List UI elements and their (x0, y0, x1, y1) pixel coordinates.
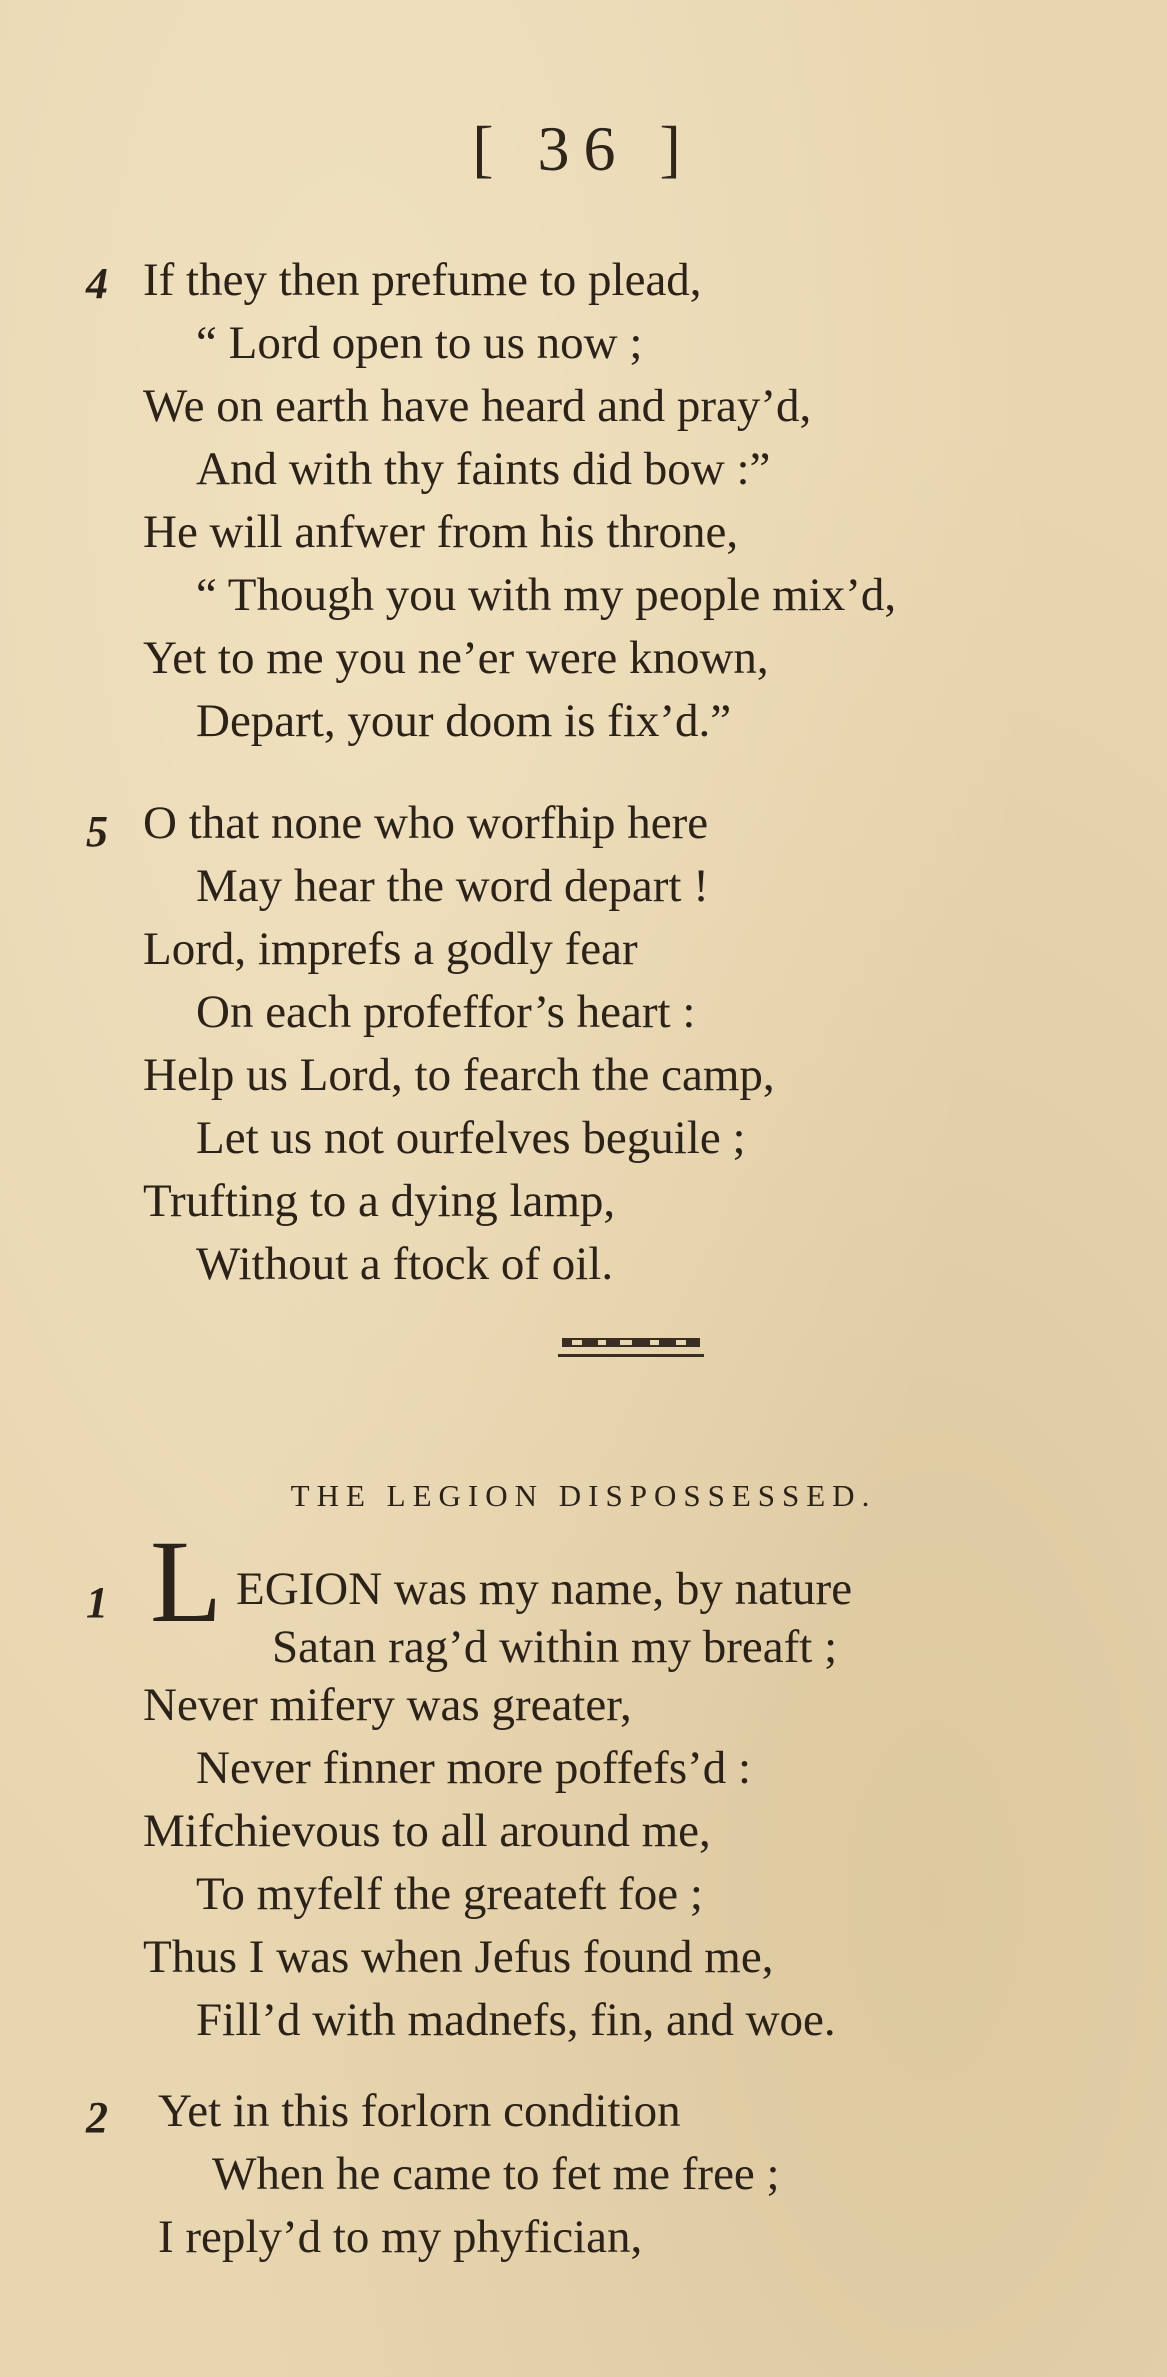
verse-line: I reply’d to my phyfician, (158, 2211, 643, 2263)
verse-line: And with thy faints did bow :” (196, 443, 771, 495)
verse-line: Trufting to a dying lamp, (143, 1175, 616, 1227)
verse-line: We on earth have heard and pray’d, (143, 380, 812, 432)
verse-line: “ Though you with my people mix’d, (196, 569, 897, 621)
verse-line: To myfelf the greateft foe ; (196, 1868, 703, 1920)
stanza-number: 5 (86, 807, 108, 856)
verse-line: Let us not ourfelves beguile ; (196, 1112, 746, 1164)
verse-line: “ Lord open to us now ; (196, 317, 643, 369)
verse-line: Mifchievous to all around me, (143, 1805, 711, 1857)
verse-line: Yet in this forlorn condition (158, 2085, 681, 2137)
hymn-title: THE LEGION DISPOSSESSED. (290, 1478, 877, 1513)
verse-line: Yet to me you ne’er were known, (143, 632, 769, 684)
verse-line: Depart, your doom is fix’d.” (196, 695, 732, 747)
verse-line: EGION was my name, by nature (236, 1563, 853, 1615)
verse-line: Never mifery was greater, (143, 1679, 632, 1731)
verse-line: Lord, imprefs a godly fear (143, 923, 638, 975)
verse-line: If they then prefume to plead, (143, 254, 702, 306)
ornament-divider-icon (558, 1335, 704, 1365)
verse-line: Without a ftock of oil. (196, 1238, 614, 1290)
verse-line: O that none who worfhip here (143, 797, 709, 849)
verse-line: Fill’d with madnefs, fin, and woe. (196, 1994, 836, 2046)
verse-line: May hear the word depart ! (196, 860, 709, 912)
stanza-number: 4 (86, 259, 108, 308)
verse-line: On each profeffor’s heart : (196, 986, 696, 1038)
verse-line: Thus I was when Jefus found me, (143, 1931, 774, 1983)
stanza-number: 2 (86, 2093, 108, 2142)
verse-line: Satan rag’d within my breaft ; (272, 1621, 838, 1673)
verse-line: He will anfwer from his throne, (143, 506, 739, 558)
verse-line: Never finner more poffefs’d : (196, 1742, 752, 1794)
verse-line: Help us Lord, to fearch the camp, (143, 1049, 775, 1101)
verse-line: When he came to fet me free ; (212, 2148, 780, 2200)
page-number: [ 36 ] (472, 113, 695, 184)
drop-cap: L (150, 1516, 223, 1647)
stanza-number: 1 (86, 1578, 108, 1627)
